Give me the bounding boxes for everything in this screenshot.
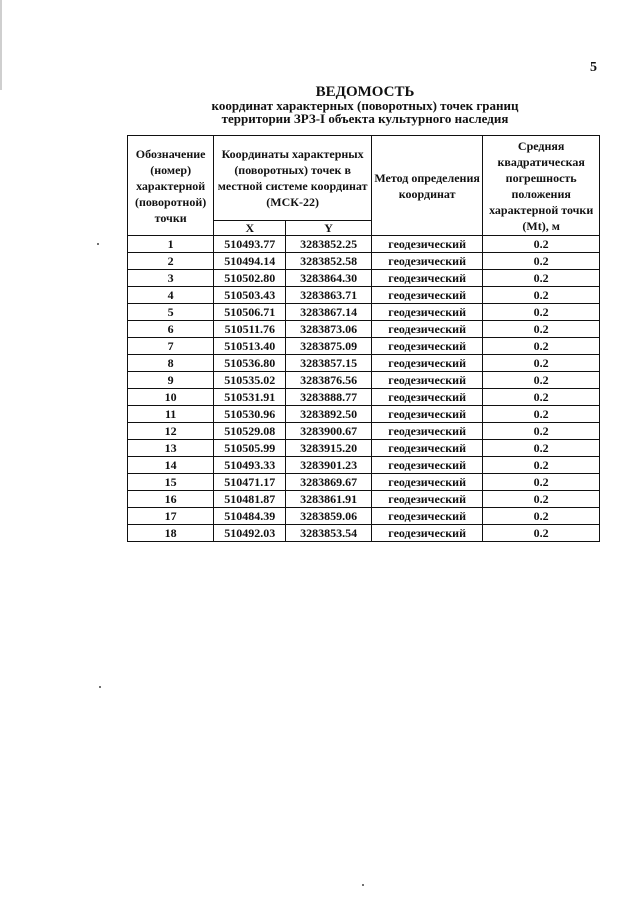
coordinates-table [127,135,600,542]
table-row [128,338,600,355]
cell-method: геодезический [371,406,482,423]
table-row [128,355,600,372]
table-row [128,253,600,270]
cell-accuracy: 0.2 [483,287,600,304]
cell-method: геодезический [371,525,482,542]
title-line-1: координат характерных (поворотных) точек границ [211,98,519,113]
cell-x: 510506.71 [214,304,286,321]
cell-accuracy: 0.2 [483,491,600,508]
cell-y: 3283863.71 [286,287,372,304]
header-method: Метод определения координат [371,136,482,236]
cell-method: геодезический [371,321,482,338]
cell-method: геодезический [371,423,482,440]
cell-method: геодезический [371,372,482,389]
header-accuracy: Средняя квадратическая погрешность положения характерной точки (Mt), м [483,136,600,236]
cell-method: геодезический [371,287,482,304]
cell-y: 3283900.67 [286,423,372,440]
cell-x: 510493.77 [214,236,286,253]
cell-method: геодезический [371,236,482,253]
cell-point-number: 18 [128,525,214,542]
table-row [128,406,600,423]
header-y: Y [286,221,372,236]
cell-y: 3283859.06 [286,508,372,525]
cell-point-number: 14 [128,457,214,474]
cell-y: 3283869.67 [286,474,372,491]
cell-y: 3283876.56 [286,372,372,389]
cell-point-number: 6 [128,321,214,338]
cell-point-number: 16 [128,491,214,508]
cell-accuracy: 0.2 [483,355,600,372]
cell-x: 510529.08 [214,423,286,440]
cell-y: 3283852.58 [286,253,372,270]
cell-point-number: 12 [128,423,214,440]
cell-x: 510492.03 [214,525,286,542]
cell-x: 510493.33 [214,457,286,474]
cell-method: геодезический [371,440,482,457]
cell-y: 3283892.50 [286,406,372,423]
cell-x: 510536.80 [214,355,286,372]
cell-x: 510481.87 [214,491,286,508]
table-row [128,423,600,440]
cell-accuracy: 0.2 [483,525,600,542]
cell-y: 3283888.77 [286,389,372,406]
cell-accuracy: 0.2 [483,423,600,440]
table-row [128,304,600,321]
cell-method: геодезический [371,253,482,270]
cell-y: 3283915.20 [286,440,372,457]
table-row [128,508,600,525]
cell-point-number: 8 [128,355,214,372]
cell-method: геодезический [371,338,482,355]
cell-x: 510535.02 [214,372,286,389]
cell-y: 3283857.15 [286,355,372,372]
cell-accuracy: 0.2 [483,406,600,423]
cell-accuracy: 0.2 [483,508,600,525]
cell-point-number: 13 [128,440,214,457]
table-row [128,457,600,474]
cell-accuracy: 0.2 [483,236,600,253]
cell-method: геодезический [371,474,482,491]
cell-y: 3283875.09 [286,338,372,355]
cell-y: 3283852.25 [286,236,372,253]
cell-point-number: 9 [128,372,214,389]
table-row [128,270,600,287]
cell-x: 510502.80 [214,270,286,287]
page-number: 5 [590,60,597,75]
cell-method: геодезический [371,355,482,372]
cell-y: 3283901.23 [286,457,372,474]
table-row [128,389,600,406]
cell-point-number: 10 [128,389,214,406]
cell-accuracy: 0.2 [483,270,600,287]
cell-x: 510531.91 [214,389,286,406]
cell-y: 3283853.54 [286,525,372,542]
table-body [128,236,600,542]
cell-method: геодезический [371,270,482,287]
table-row [128,491,600,508]
cell-point-number: 17 [128,508,214,525]
cell-point-number: 15 [128,474,214,491]
header-point-number: Обозначение (номер) характерной (поворотной) точки [128,136,214,236]
scan-left-edge [0,0,2,90]
header-x: X [214,221,286,236]
cell-x: 510505.99 [214,440,286,457]
cell-x: 510471.17 [214,474,286,491]
scan-speck [99,686,101,688]
table-row [128,474,600,491]
cell-method: геодезический [371,508,482,525]
table-row [128,372,600,389]
document-title [130,86,600,125]
cell-accuracy: 0.2 [483,304,600,321]
cell-x: 510530.96 [214,406,286,423]
cell-x: 510494.14 [214,253,286,270]
cell-y: 3283867.14 [286,304,372,321]
cell-accuracy: 0.2 [483,389,600,406]
cell-accuracy: 0.2 [483,474,600,491]
table-row [128,287,600,304]
cell-point-number: 2 [128,253,214,270]
cell-accuracy: 0.2 [483,321,600,338]
cell-accuracy: 0.2 [483,457,600,474]
cell-point-number: 7 [128,338,214,355]
table-row [128,236,600,253]
cell-point-number: 11 [128,406,214,423]
cell-x: 510513.40 [214,338,286,355]
cell-y: 3283861.91 [286,491,372,508]
cell-method: геодезический [371,491,482,508]
table-row [128,525,600,542]
title-line-2: территории ЗРЗ-I объекта культурного наследия [221,111,509,126]
cell-accuracy: 0.2 [483,338,600,355]
cell-x: 510511.76 [214,321,286,338]
cell-method: геодезический [371,457,482,474]
scan-speck [362,884,364,886]
cell-point-number: 3 [128,270,214,287]
cell-method: геодезический [371,304,482,321]
cell-point-number: 4 [128,287,214,304]
cell-accuracy: 0.2 [483,253,600,270]
cell-x: 510484.39 [214,508,286,525]
cell-x: 510503.43 [214,287,286,304]
cell-point-number: 1 [128,236,214,253]
title-main: ВЕДОМОСТЬ [315,84,415,100]
cell-method: геодезический [371,389,482,406]
cell-point-number: 5 [128,304,214,321]
cell-accuracy: 0.2 [483,372,600,389]
table-row [128,440,600,457]
header-coordinates: Координаты характерных (поворотных) точек в местной системе координат (МСК-22) [214,136,372,221]
cell-y: 3283864.30 [286,270,372,287]
table-row [128,321,600,338]
scan-speck [97,243,99,245]
cell-y: 3283873.06 [286,321,372,338]
cell-accuracy: 0.2 [483,440,600,457]
